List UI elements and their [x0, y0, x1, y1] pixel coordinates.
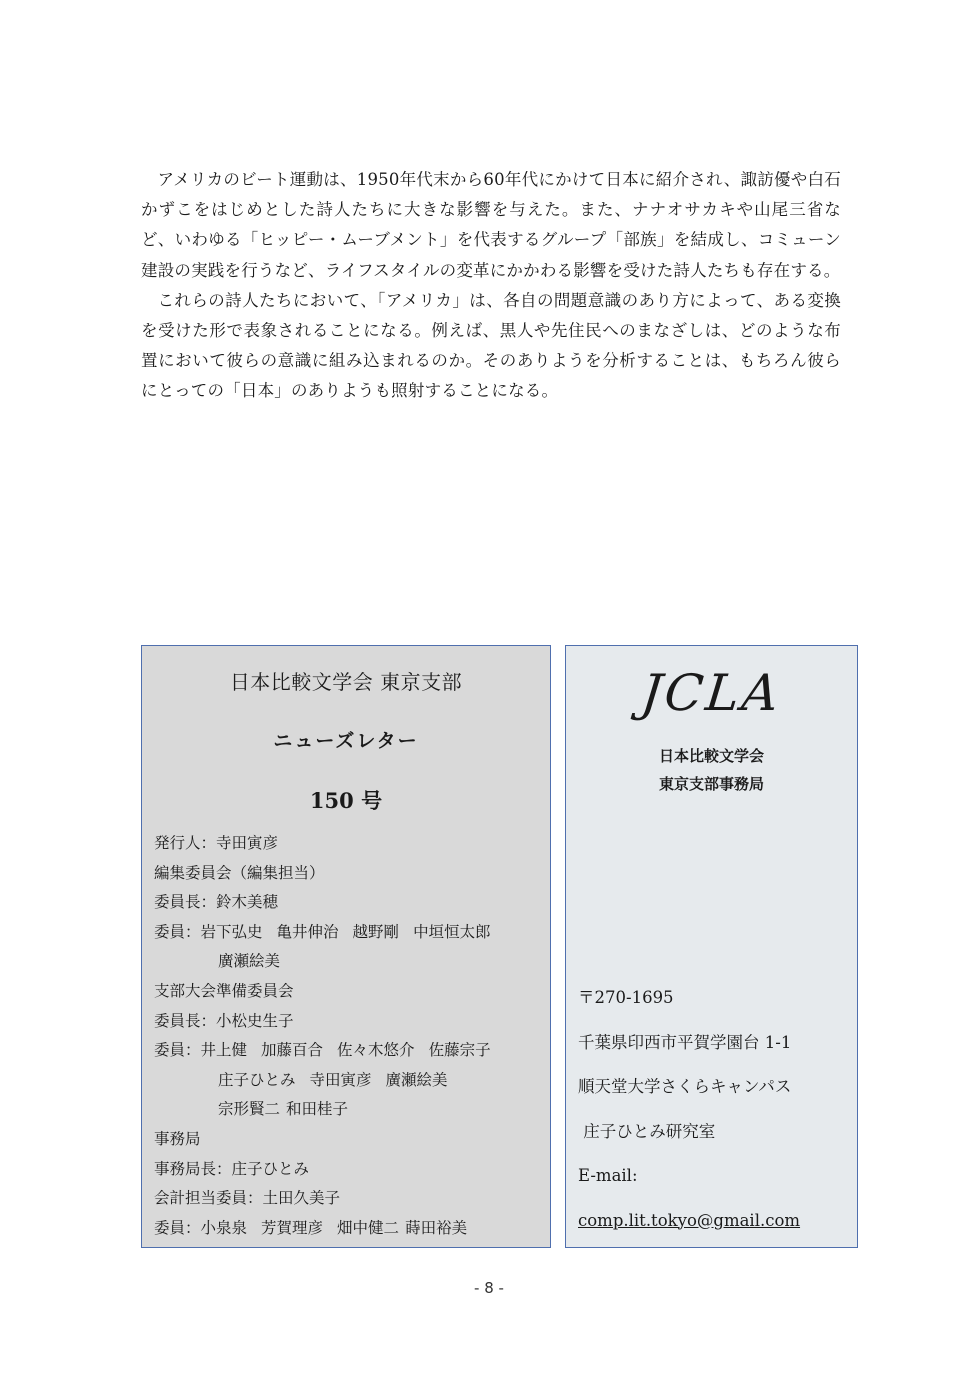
member-name: 和田桂子	[286, 1100, 349, 1119]
newsletter-info-box	[141, 645, 551, 1248]
member-name: 井上健	[200, 1041, 248, 1060]
member-name: 廣瀬絵美	[385, 1070, 448, 1089]
society-branch-title: 日本比較文学会 東京支部	[229, 670, 463, 694]
members-label: 委員：	[154, 1041, 201, 1060]
newsletter-heading: ニューズレター	[273, 730, 419, 752]
org-name: 日本比較文学会	[658, 747, 764, 765]
member-name: 亀井伸治	[276, 922, 339, 941]
member-name: 畑中健二	[337, 1218, 400, 1237]
paragraph: これらの詩人たちにおいて、「アメリカ」は、各自の問題意識のあり方によって、ある変換を受けた形で表象されることになる。例えば、黒人や先住民へのまなざしは、どのような布置において彼らの意識に組み込まれるのか。そのありようを分析することは、もちろん彼らにとっての「日本」のありようも照射することになる。	[141, 290, 841, 401]
jcla-logo: JCLA	[638, 664, 785, 722]
editorial-members-row	[154, 947, 542, 977]
email-link[interactable]: comp.lit.tokyo@gmail.com	[578, 1210, 801, 1230]
member-name: 宗形賢二	[218, 1100, 281, 1119]
member-name: 庄子ひとみ	[218, 1070, 296, 1089]
secretariat-heading: 事務局	[154, 1129, 201, 1148]
mailing-address	[578, 983, 849, 1250]
member-name: 小泉泉	[200, 1218, 248, 1237]
member-name: 中垣恒太郎	[413, 922, 491, 941]
member-name: 蒔田裕美	[405, 1218, 468, 1237]
conference-committee-heading: 支部大会準備委員会	[154, 981, 294, 1000]
member-name: 芳賀理彦	[261, 1218, 324, 1237]
editorial-committee-heading: 編集委員会（編集担当）	[154, 863, 325, 882]
page-number: - 8 -	[474, 1279, 504, 1297]
contact-box	[565, 645, 858, 1248]
treasurer: 会計担当委員：土田久美子	[154, 1189, 341, 1208]
conference-members-row	[154, 1036, 542, 1066]
member-name: 岩下弘史	[200, 922, 263, 941]
secretariat-members-row	[154, 1214, 542, 1244]
article-body	[141, 165, 841, 407]
conference-members-row	[154, 1066, 542, 1096]
paragraph: アメリカのビート運動は、1950年代末から60年代にかけて日本に紹介され、諏訪優や白石かずこをはじめとした詩人たちに大きな影響を与えた。また、ナナオサカキや山尾三省など、いわゆる「ヒッピー・ムーブメント」を代表するグループ「部族」を結成し、コミューン建設の実践を行うなど、ライフスタイルの変革にかかわる影響を受けた詩人たちも存在する。	[141, 170, 841, 280]
member-name: 加藤百合	[261, 1041, 324, 1060]
address-line: 千葉県印西市平賀学園台 1-1	[578, 1032, 792, 1052]
member-name: 越野剛	[352, 922, 400, 941]
secretariat-chief: 事務局長：庄子ひとみ	[154, 1159, 310, 1178]
secretariat-name	[566, 742, 857, 798]
email-row	[578, 1206, 849, 1251]
issue-number: 150 号	[309, 788, 383, 813]
email-label: E-mail:	[578, 1166, 638, 1185]
address-line: 順天堂大学さくらキャンパス	[578, 1077, 792, 1096]
member-name: 佐々木悠介	[337, 1041, 415, 1060]
conference-chair: 委員長：小松史生子	[154, 1011, 294, 1030]
member-name: 佐藤宗子	[428, 1041, 491, 1060]
member-name: 寺田寅彦	[309, 1070, 372, 1089]
address-line: 庄子ひとみ研究室	[578, 1121, 716, 1141]
staff-list	[154, 829, 542, 1243]
member-name: 廣瀬絵美	[218, 952, 281, 971]
postal-code: 〒270-1695	[578, 988, 674, 1007]
members-label: 委員：	[154, 1218, 201, 1237]
members-label: 委員：	[154, 922, 201, 941]
conference-members-row	[154, 1095, 542, 1125]
office-name: 東京支部事務局	[658, 775, 764, 793]
editorial-chair: 委員長：鈴木美穂	[154, 893, 279, 912]
publisher: 発行人：寺田寅彦	[154, 834, 279, 852]
editorial-members-row	[154, 918, 542, 948]
